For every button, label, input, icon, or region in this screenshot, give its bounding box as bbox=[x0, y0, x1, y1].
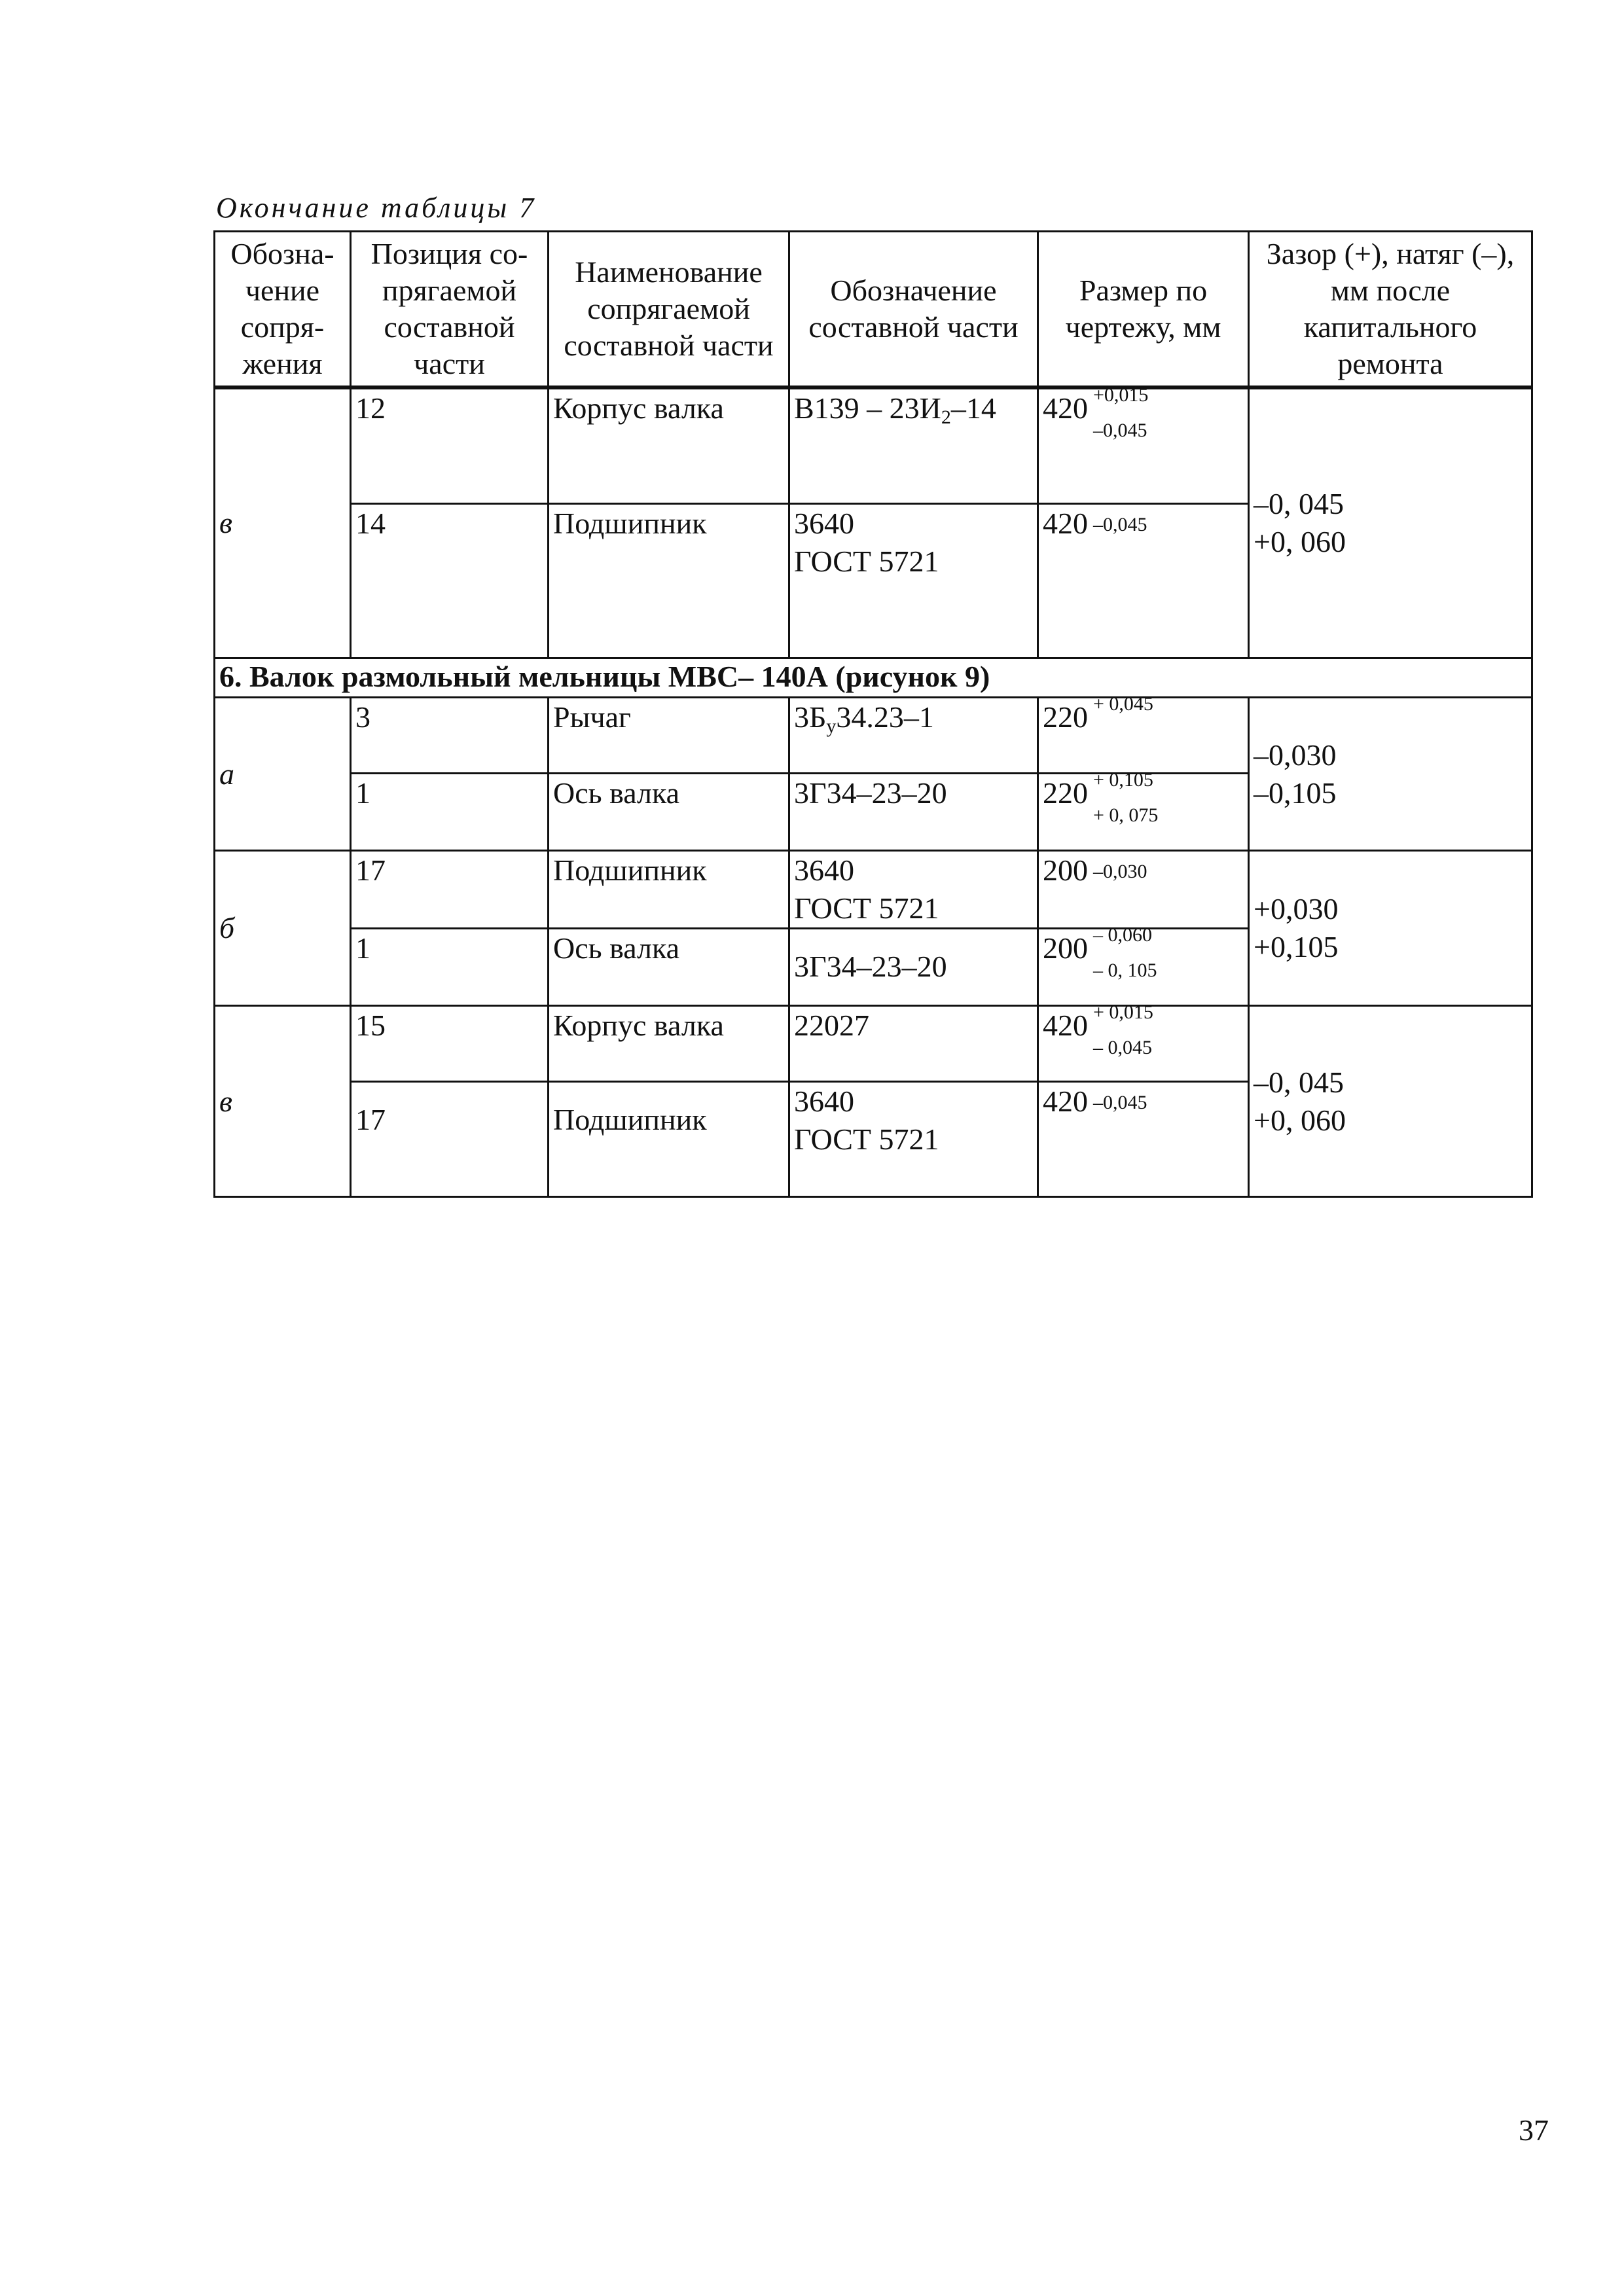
position-cell: 17 bbox=[351, 1082, 549, 1197]
part-name-cell: Корпус валка bbox=[549, 387, 789, 504]
table-row bbox=[215, 387, 1532, 504]
mate-label: б bbox=[215, 851, 351, 1006]
header-mate: Обозна-чение сопря-жения bbox=[215, 232, 351, 387]
part-name-cell: Подшипник bbox=[549, 851, 789, 929]
header-size: Размер по чертежу, мм bbox=[1038, 232, 1249, 387]
position-cell: 12 bbox=[351, 387, 549, 504]
page-number: 37 bbox=[1519, 2113, 1549, 2147]
mate-label: в bbox=[215, 1006, 351, 1197]
position-cell: 1 bbox=[351, 774, 549, 851]
header-position: Позиция со-прягаемой составной части bbox=[351, 232, 549, 387]
section-row bbox=[215, 658, 1532, 698]
section-title: 6. Валок размольный мельницы МВС– 140А (рисунок 9) bbox=[215, 658, 1532, 698]
table-row bbox=[215, 1006, 1532, 1082]
position-cell: 1 bbox=[351, 929, 549, 1006]
size-cell: 420 + 0,015 – 0,045 bbox=[1038, 1006, 1249, 1082]
designation-cell: 3Г34–23–20 bbox=[789, 774, 1038, 851]
header-row bbox=[215, 232, 1532, 387]
position-cell: 17 bbox=[351, 851, 549, 929]
header-designation: Обозначение составной части bbox=[789, 232, 1038, 387]
designation-cell: 22027 bbox=[789, 1006, 1038, 1082]
clearance-cell: –0,030 –0,105 bbox=[1249, 698, 1532, 851]
clearance-cell: –0, 045 +0, 060 bbox=[1249, 387, 1532, 658]
table-row bbox=[215, 851, 1532, 929]
part-name-cell: Ось валка bbox=[549, 929, 789, 1006]
size-cell: 220 + 0,045 bbox=[1038, 698, 1249, 774]
position-cell: 14 bbox=[351, 504, 549, 658]
clearance-cell: –0, 045 +0, 060 bbox=[1249, 1006, 1532, 1197]
size-cell: 200 –0,030 bbox=[1038, 851, 1249, 929]
table-row bbox=[215, 698, 1532, 774]
mate-label: а bbox=[215, 698, 351, 851]
part-name-cell: Корпус валка bbox=[549, 1006, 789, 1082]
header-clearance: Зазор (+), натяг (–), мм после капитального ремонта bbox=[1249, 232, 1532, 387]
designation-cell: 3640 ГОСТ 5721 bbox=[789, 851, 1038, 929]
designation-cell: $3Б_у34.23-1$ bbox=[789, 698, 1038, 774]
designation-cell: 3640 ГОСТ 5721 bbox=[789, 504, 1038, 658]
part-name-cell: Ось валка bbox=[549, 774, 789, 851]
size-cell: 220 + 0,105 + 0, 075 bbox=[1038, 774, 1249, 851]
position-cell: 15 bbox=[351, 1006, 549, 1082]
designation-cell: 3640 ГОСТ 5721 bbox=[789, 1082, 1038, 1197]
part-name-cell: Подшипник bbox=[549, 504, 789, 658]
mate-label: в bbox=[215, 387, 351, 658]
size-cell: 420 –0,045 bbox=[1038, 1082, 1249, 1197]
tolerance-table bbox=[213, 230, 1533, 1198]
part-name-cell: Рычаг bbox=[549, 698, 789, 774]
part-name-cell: Подшипник bbox=[549, 1082, 789, 1197]
size-cell: 420 +0,015 –0,045 bbox=[1038, 387, 1249, 504]
position-cell: 3 bbox=[351, 698, 549, 774]
clearance-cell: +0,030 +0,105 bbox=[1249, 851, 1532, 1006]
size-cell: 420 –0,045 bbox=[1038, 504, 1249, 658]
designation-cell: $В139 - 23И_2-14$ bbox=[789, 387, 1038, 504]
header-name: Наименование сопрягаемой составной части bbox=[549, 232, 789, 387]
table-caption: Окончание таблицы 7 bbox=[216, 192, 537, 224]
designation-cell: 3Г34–23–20 bbox=[789, 929, 1038, 1006]
size-cell: 200 – 0,060 – 0, 105 bbox=[1038, 929, 1249, 1006]
